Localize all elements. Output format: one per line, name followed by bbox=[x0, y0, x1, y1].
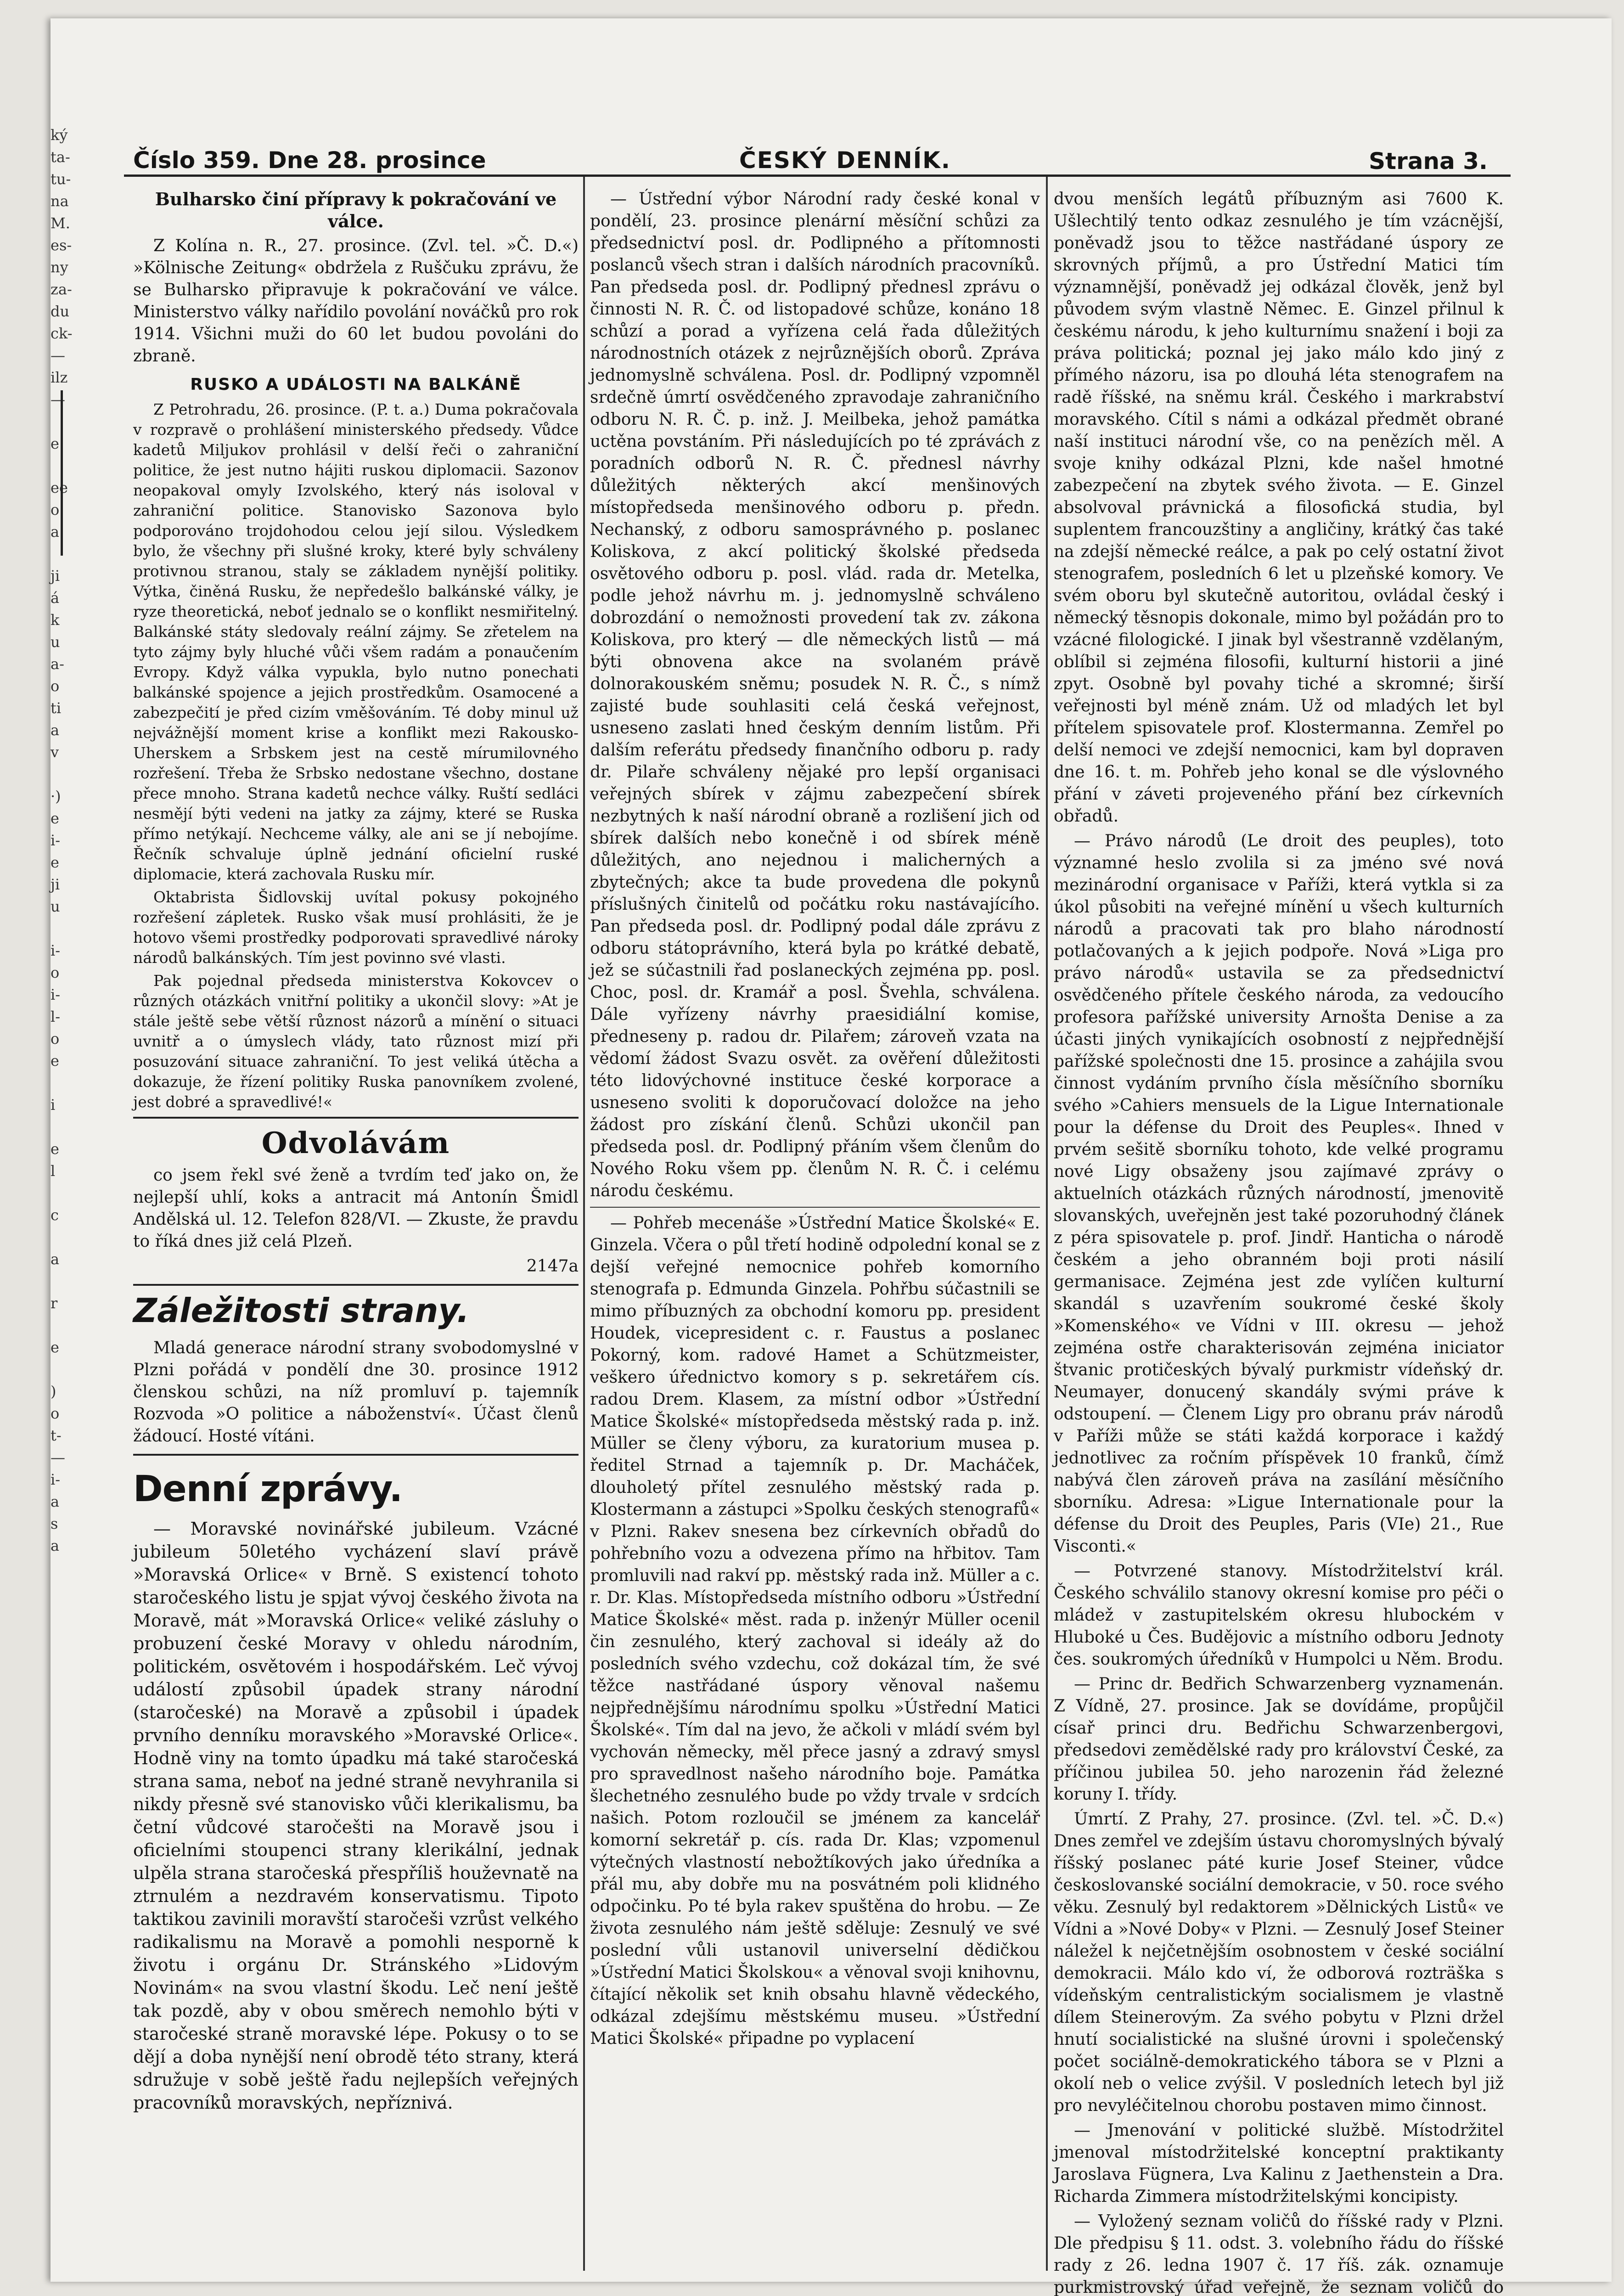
article-paragraph: — Princ dr. Bedřich Schwarzenberg vyznamenán. Z Vídně, 27. prosince. Jak se dovídáme, propůjčil císař princi dru. Bedřichu Schwarzenbergovi, předsedovi zemědělské rady pro království České, za příčinou jubilea 50. jeho narozenin řád železné koruny I. třídy. bbox=[1054, 1675, 1504, 1804]
article-paragraph: Pak pojednal předseda ministerstva Kokovcev o různých otázkách vnitřní politiky a ukončil slovy: »At je stále ještě sebe větší různost názorů a mínění o situaci uvnitř a o úmyslech vlády, tato různost mizí při posuzování situace zahraniční. To jest veliká útěcha a dokazuje, že řízení politiky Ruska panovníkem zvolené, jest dobré a spravedlivé!« bbox=[133, 972, 579, 1111]
article-paragraph: — Vyložený seznam voličů do říšské rady v Plzni. Dle předpisu § 11. odst. 3. volebního řádu do říšské rady z 26. ledna 1907 č. 17 říš. zák. oznamuje purkmistrovský úřad veřejně, že seznam voličů do bbox=[1054, 2212, 1504, 2296]
margin-fragment: ti bbox=[51, 699, 62, 717]
margin-fragment: r bbox=[51, 1294, 58, 1312]
margin-fragment: za- bbox=[51, 281, 72, 298]
column-rule-2 bbox=[1046, 177, 1048, 2271]
margin-fragment: a bbox=[51, 1250, 60, 1268]
previous-page-edge bbox=[51, 124, 87, 1777]
article-paragraph: — Pohřeb mecenáše »Ústřední Matice Školské« E. Ginzela. Včera o půl třetí hodině odpolední konal se z dejší veřejné nemocnice pohřeb komorního stenografa p. Edmunda Ginzela. Pohřbu súčastnili se mimo příbuzných za obchodní komoru pp. president Houdek, vicepresident c. r. Faustus a poslanec Pokorný, kom. radové Hamet a Schützmeister, veškero úřednictvo komory s p. sekretářem cís. radou Drem. Klasem, za místní odbor »Ústřední Matice Školské« místopředseda městský rada p. inž. Müller se členy výboru, za kuratorium musea p. ředitel Strnad a tajemník p. Dr. Macháček, dlouholetý přítel zesnulého městský rada p. Klostermann a zástupci »Spolku českých stenografů« v Plzni. Rakev snesena bez církevních obřadů do pohřebního vozu a odvezena přímo na hřbitov. Tam promluvili nad rakví pp. městský rada inž. Müller a c. r. Dr. Klas. Místopředseda místního odboru »Ústřední Matice Školské« měst. rada p. inženýr Müller ocenil čin zesnulého, který zachoval si ideály až do posledních svého vzdechu, což dokázal tím, že své těžce nastřádané úspory věnoval našemu nejpřednějšímu národnímu spolku »Ústřední Matici Školské«. Tím dal na jevo, že ačkoli v mládí svém byl vychován německy, měl přece jasný a zdravý smysl pro spravedlnost našeho národního boje. Památka šlechetného zesnulého bude po vždy trvale v srdcích našich. Potom rozloučil se jménem za kancelář komorní sekretář p. cís. rada Dr. Klas; vzpomenul výtečných vlastností nebožtíkových jako úředníka a přál mu, aby dobře mu na posvátném poli klidného odpočinku. Po té byla rakev spuštěna do hrobu. — Ze života zesnulého nám ještě sděluje: Zesnulý ve své poslední vůli ustanovil universelní dědičkou »Ústřední Matici Školskou« a věnoval svoji knihovnu, čítající několik set knih obsahu hlavně vědeckého, odkázal zdejšímu městskému museu. »Ústřední Matici Školské« připadne po vyplacení bbox=[590, 1214, 1040, 2048]
margin-fragment: — bbox=[51, 347, 65, 364]
margin-fragment: ee bbox=[51, 479, 68, 496]
margin-fragment: M. bbox=[51, 214, 70, 232]
article-paragraph: — Jmenování v politické službě. Místodržitel jmenoval místodržitelské konceptní praktikanty Jaroslava Fügnera, Lva Kalinu z Jaethenstein a Dra. Richarda Zimmera místodržitelskými koncipisty. bbox=[1054, 2121, 1504, 2206]
margin-fragment: o bbox=[51, 1405, 60, 1422]
margin-fragment: á bbox=[51, 589, 60, 607]
previous-page-bracket bbox=[51, 390, 63, 556]
column-1 bbox=[133, 188, 579, 2264]
margin-fragment: a bbox=[51, 1493, 60, 1510]
margin-fragment: na bbox=[51, 192, 69, 210]
margin-fragment bbox=[51, 763, 87, 785]
page-header bbox=[87, 133, 1501, 174]
margin-fragment: e bbox=[51, 810, 59, 827]
page-number: Strana 3. bbox=[1369, 148, 1488, 174]
margin-fragment: t- bbox=[51, 1427, 62, 1444]
column-rule-1 bbox=[583, 177, 585, 2271]
header-rule bbox=[124, 174, 1511, 177]
article-paragraph: Z Petrohradu, 26. prosince. (P. t. a.) Duma pokračovala v rozpravě o prohlášení ministerského předsedy. Vůdce kadetů Miljukov prohlásil v delší řeči o zahraniční politice, že jest nutno hájiti ruskou diplomacii. Sazonov neopakoval omyly Izvolského, který nás isoloval v zahraniční politice. Stanovisko Sazonova bylo podporováno trojdohodou celou její silou. Výsledkem bylo, že všechny při slušné kroky, které byly schváleny protivnou stranou, staly se základem nynější politiky. Výtka, činěná Rusku, že nepředešlo balkánské války, je ryze theoretická, neboť jednalo se o konflikt nesmiřitelný. Balkánské státy sledovaly reální zájmy. Se zřetelem na tyto zájmy byly hluché vůči všem radám a ponaučením Evropy. Když válka vypukla, bylo nutno ponechati balkánské spojence a jejich prostředkům. Osamocené a zabezpečití je před cizím vměšováním. Té doby minul už nejvážnější moment krise a konflikt mezi Rakousko-Uherskem a Srbskem jest na cestě mírumilovného rozřešení. Třeba že Srbsko nedostane všechno, dostane přece mnoho. Strana kadetů nechce války. Ruští sedláci nesmějí býti vedeni na jatky za zájmy, které se Ruska přímo netýkají. Nechceme války, ale ani se jí nebojíme. Řečník schvaluje úplně jednání oficielní ruské diplomacie, která zachovala Rusku mír. bbox=[133, 400, 579, 883]
margin-fragment: o bbox=[51, 677, 60, 695]
margin-fragment bbox=[51, 1270, 87, 1292]
margin-fragment: u bbox=[51, 898, 60, 915]
article-headline: Bulharsko činí přípravy k pokračování ve válce. bbox=[155, 189, 557, 231]
margin-fragment: ji bbox=[51, 567, 60, 585]
newspaper-title: ČESKÝ DENNÍK. bbox=[739, 147, 951, 174]
newspaper-page bbox=[51, 18, 1612, 2296]
margin-fragment: ck- bbox=[51, 325, 73, 342]
margin-fragment: e bbox=[51, 1140, 59, 1158]
article-divider bbox=[590, 1207, 1040, 1208]
column-3 bbox=[1054, 188, 1504, 2296]
margin-fragment: tu- bbox=[51, 170, 71, 188]
margin-fragment: v bbox=[51, 743, 59, 761]
margin-fragment: a bbox=[51, 721, 60, 739]
margin-fragment: l bbox=[51, 1162, 56, 1180]
article-paragraph: — Ústřední výbor Národní rady české konal v pondělí, 23. prosince plenární měsíční schůzi za předsednictví posl. dr. Podlipného a přítomnosti poslanců všech stran i dalších národních pracovníků. Pan předseda posl. dr. Podlipný přednesl zprávu o činnosti N. R. Č. od listopadové schůze, konáno 18 schůzí a porad a vyřízena celá řada důležitých národnostních otázek z nejrůznějších oborů. Zpráva jednomyslně schválena. Posl. dr. Podlipný vzpomněl srdečně úmrtí osvědčeného zpravodaje zahraničního odboru N. R. Č. p. inž. J. Meilbeka, jehož památka uctěna povstáním. Při následujících po té zprávách z poradních odborů N. R. Č. přednesl návrhy důležitých některých akcí menšinových místopředseda menšinového odboru p. předn. Nechanský, z odboru samosprávného p. poslanec Koliskova, z akcí politický školské předseda osvětového odboru p. posl. vlád. rada dr. Metelka, podle jehož návrhu m. j. jednomyslně schváleno dobrozdání o nemožnosti provedení tak zv. zákona Koliskova, pro který — dle německých listů — má býti obnovena akce na svolaném právě dolnorakouském sněmu; posudek N. R. Č., s nímž zajisté bude souhlasiti celá česká veřejnost, usneseno zaslati hned českým denním listům. Při dalším referátu předsedy finančního odboru p. rady dr. Pilaře schváleny nějaké pro lepší organisaci veřejných sbírek v zájmu zabezpečení sbírek nezbytných k naší národní obraně a rozlišení jich od sbírek dalších nebo konečně i od sbírek méně důležitých, ano nejednou i malicherných a zbytečných; akce ta bude provedena dle pokynů příslušných činitelů od počátku roku nastávajícího. Pan předseda posl. dr. Podlipný podal dále zprávu z odboru státoprávního, která byla po krátké debatě, jež se súčastnili řad poslaneckých zejména pp. posl. Choc, posl. dr. Kramář a posl. Švehla, schválena. Dále vyřízeny návrhy praesidiální komise, předneseny p. radou dr. Pilařem; zároveň vzata na vědomí žádost Svazu osvět. za ověření důležitosti této lidovýchovné instituce české korporace a usneseno svoliti k doporučovací doložce na jeho žádost pro získání členů. Schůzi ukončil pan předseda posl. dr. Podlipný přáním všem členům do Nového Roku všem pp. členům N. R. Č. i celému národu českému. bbox=[590, 190, 1040, 1200]
margin-fragment bbox=[51, 1116, 87, 1138]
margin-fragment: e bbox=[51, 1339, 59, 1356]
margin-fragment: o bbox=[51, 1030, 60, 1047]
margin-fragment bbox=[51, 1182, 87, 1204]
article-headline: RUSKO A UDÁLOSTI NA BALKÁNĚ bbox=[190, 375, 522, 394]
margin-fragment: i- bbox=[51, 986, 61, 1003]
margin-fragment: c bbox=[51, 1206, 59, 1224]
article-paragraph: Z Kolína n. R., 27. prosince. (Zvl. tel. »Č. D.«) »Kölnische Zeitung« obdržela z Ruščuku zprávu, že se Bulharsko připravuje k pokračování ve válce. Ministerstvo války nařídilo povolání nováčků pro rok 1914. Všichni muži do 60 let budou povoláni do zbraně. bbox=[133, 236, 579, 366]
margin-fragment: du bbox=[51, 303, 70, 320]
section-divider bbox=[133, 1454, 579, 1456]
margin-fragment: ny bbox=[51, 259, 68, 276]
article-paragraph: — Moravské novinářské jubileum. Vzácné jubileum 50letého vycházení slaví právě »Moravská Orlice« v Brně. S existencí tohoto staročeského listu je spjat vývoj českého života na Moravě, mát »Moravská Orlice« veliké zásluhy o probuzení české Moravy v ohledu národním, politickém, osvětovém i hospodářském. Leč vývoj událostí způsobil úpadek strany národní (staročeské) na Moravě a způsobil i úpadek prvního denníku moravského »Moravské Orlice«. Hodně viny na tomto úpadku má také staročeská strana sama, neboť na jedné straně nevyhranila si nikdy přesně své stanovisko vůči klerikalismu, ba četní vůdcové staročešti na Moravě jsou i oficielními stoupenci strany klerikální, jednak ulpěla strana staročeská přespříliš houževnatě na ztrnulém a nezdravém konservatismu. Tipoto taktikou zavinili moravští staročeši vzrůst velkého radikalismu na Moravě a pomohli nesporně k životu i orgánu Dr. Stránského »Lidovým Novinám« na svou vlastní škodu. Leč není ještě tak pozdě, aby v obou směrech nemohlo býti v staročeské straně moravské lépe. Pokusy o to se dějí a doba nynější není obrodě této strany, která sdružuje v sobě ještě řadu nejlepších veřejných pracovníků moravských, nepříznivá. bbox=[133, 1519, 579, 2113]
margin-fragment: i- bbox=[51, 942, 61, 959]
article-paragraph: Úmrtí. Z Prahy, 27. prosince. (Zvl. tel. »Č. D.«) Dnes zemřel ve zdejším ústavu choromyslných bývalý říšský poslanec páté kurie Josef Steiner, vůdce českoslovanské sociální demokracie, v 50. roce svého věku. Zesnulý byl redaktorem »Dělnických Listů« ve Vídni a »Nové Doby« v Plzni. — Zesnulý Josef Steiner náležel k nejčetnějším osobnostem v české sociální demokracii. Málo kdo ví, že odborová rozträška s vídeňským centralistickým socialismem je vlastně dílem Steinerovým. Za svého pobytu v Plzni držel hnutí socialistické na slušné úrovni i společenský počet sociálně-demokratického tábora se v Plzni a okolí neb o velice zvýšil. V posledních letech byl již pro nevyléčitelnou chorobu postaven mimo činnost. bbox=[1054, 1810, 1504, 2115]
article-paragraph: Oktabrista Šidlovskij uvítal pokusy pokojného rozřešení zápletek. Rusko však musí prohlásiti, že je hotovo všemi prostředky podporovati spravedlivé nároky národů balkánských. Tím jest povinno své vlasti. bbox=[133, 888, 579, 967]
margin-fragment: a bbox=[51, 523, 60, 540]
ad-number: 2147a bbox=[526, 1257, 579, 1276]
margin-fragment: ji bbox=[51, 876, 60, 893]
margin-fragment: a bbox=[51, 1537, 60, 1554]
margin-fragment bbox=[51, 1314, 87, 1336]
margin-fragment: i- bbox=[51, 1471, 61, 1488]
margin-fragment: es- bbox=[51, 236, 72, 254]
margin-fragment: u bbox=[51, 633, 60, 651]
margin-fragment bbox=[51, 1358, 87, 1380]
margin-fragment bbox=[51, 1226, 87, 1248]
margin-fragment: ) bbox=[51, 1383, 56, 1400]
margin-fragment: l- bbox=[51, 1008, 61, 1025]
margin-fragment: i- bbox=[51, 832, 61, 849]
margin-fragment: e bbox=[51, 1052, 59, 1069]
margin-fragment: ·) bbox=[51, 788, 61, 805]
margin-fragment: ilz bbox=[51, 369, 68, 386]
margin-fragment: k bbox=[51, 611, 60, 629]
margin-fragment: e bbox=[51, 854, 59, 871]
article-paragraph: — Právo národů (Le droit des peuples), toto významné heslo zvolila si za jméno své nová mezinárodní organisace v Paříži, která vytkla si za úkol působiti na veřejné mínění u všech kulturních národů a pracovati tak pro blaho národností potlačovaných a k jejich podpoře. Nová »Liga pro právo národů« ustavila se za předsednictví osvědčeného přítele českého národa, za vedoucího profesora pařížské university Arnošta Denise a za účasti jiných vynikajících osobností z nejpřednější pařížské společnosti dne 15. prosince a zahájila svou činnost vydáním prvního čísla měsíčního sborníku svého »Cahiers mensuels de la Ligue Internationale pour la défense du Droit des Peuples«. Ihned v prvém sešitě sborníku tohoto, kde velké programu nové Ligy obsaženy jsou zajímavé zprávy o aktuelních otázkách různých národností, jmenovitě slovanských, uveřejněn jest také pozoruhodný článek z péra spisovatele p. prof. Jindř. Hanticha o národě českém a jeho obranném boji proti násilí germanisace. Zejména jest zde vylíčen kulturní skandál s uzavřením soukromé české školy »Komenského« ve Vídni v III. okresu — jehož zejména ostře charakterisován zejména iniciator štvanic protičeských bývalý purkmistr vídeňský dr. Neumayer, donucený skandály svými práve k odstoupení. — Členem Ligy pro obranu práv národů v Paříži může se státi každá korporace i každý jednotlivec za ročním příspěvek 10 franků, čímž nabývá člen zároveň práva na zasílání měsíčního sborníku. Adresa: »Ligue Internationale pour la défense du Droit des Peuples, Paris (VIe) 21., Rue Visconti.« bbox=[1054, 832, 1504, 1556]
article-paragraph: dvou menších legátů příbuzným asi 7600 K. Ušlechtilý tento odkaz zesnulého je tím vzácnější, poněvadž jsou to těžce nastřádané úspory ze skrovných příjmů, a pro Ústřední Matici tím významnější, poněvadž jej odkázal člověk, jenž byl původem svým vlastně Němec. E. Ginzel přilnul k českému národu, k jeho kulturnímu snažení i boji za práva politická; poznal jej jako málo kdo jiný z přímého názoru, isa po dlouhá léta stenografem na radě říšské, na sněmu král. Českého i markrabství moravského. Cítil s námi a odkázal předmět obrané naší instituci národní vše, co na penězích měl. A svoje knihy odkázal Plzni, kde našel hmotné zabezpečení na zbytek svého života. — E. Ginzel absolvoval právnická a filosofická studia, byl suplentem francouzštiny a angličiny, krátký čas také na zdejší německé reálce, a pak po celý ostatní život stenografem, posledních 6 let u plzeňské komory. Ve svém oboru byl skutečně autoritou, ovládal český i německý těsnopis dokonale, mimo byl požádán pro to vzácné filologické. I jinak byl všestranně vzdělaným, oblíbil si zejména filosofii, kulturní historii a jiné zpyt. Osobně byl povahy tiché a skromné; širší veřejnosti byl méně znám. Už od mladých let byl přítelem spisovatele prof. Klostermanna. Zemřel po delší nemoci ve zdejší nemocnici, kam byl dopraven dne 16. t. m. Pohřeb jeho konal se dle výslovného přání v záveti projeveného přání bez církevních obřadů. bbox=[1054, 190, 1504, 826]
margin-fragment: — bbox=[51, 1449, 65, 1466]
ad-title: Odvolávám bbox=[261, 1126, 450, 1160]
section-heading: Denní zprávy. bbox=[133, 1469, 403, 1510]
ad-text: co jsem řekl své ženě a tvrdím teď jako on, že nejlepší uhlí, koks a antracit má Antonín Šmidl Andělská ul. 12. Telefon 828/VI. — Zkuste, že pravdu to říká dnes již celá Plzeň. bbox=[133, 1166, 579, 1251]
margin-fragment bbox=[51, 1072, 87, 1094]
issue-and-date: Číslo 359. Dne 28. prosince bbox=[133, 147, 486, 174]
column-2 bbox=[590, 188, 1040, 2264]
margin-fragment: ta- bbox=[51, 148, 70, 166]
margin-fragment: s bbox=[51, 1515, 58, 1532]
margin-fragment: a- bbox=[51, 655, 64, 673]
margin-fragment: — bbox=[51, 391, 65, 408]
margin-fragment: i bbox=[51, 1096, 56, 1114]
article-paragraph: Mladá generace národní strany svobodomyslné v Plzni pořádá v pondělí dne 30. prosince 1912 členskou schůzi, na níž promluví p. tajemník Rozvoda »O politice a náboženství«. Účast členů žádoucí. Hosté vítáni. bbox=[133, 1339, 579, 1446]
margin-fragment: ký bbox=[51, 126, 68, 144]
margin-fragment: o bbox=[51, 964, 60, 981]
margin-fragment: e bbox=[51, 435, 59, 452]
section-heading: Záležitosti strany. bbox=[133, 1291, 470, 1330]
article-paragraph: — Potvrzené stanovy. Místodržitelství král. Českého schválilo stanovy okresní komise pro péči o mládež v zastupitelském okresu hlubockém v Hluboké u Čes. Budějovic a místního odboru Jednoty čes. soukromých úředníků v Humpolci u Něm. Brodu. bbox=[1054, 1562, 1504, 1669]
advertisement bbox=[133, 1117, 579, 1286]
margin-fragment: o bbox=[51, 501, 60, 518]
margin-fragment bbox=[51, 917, 87, 940]
